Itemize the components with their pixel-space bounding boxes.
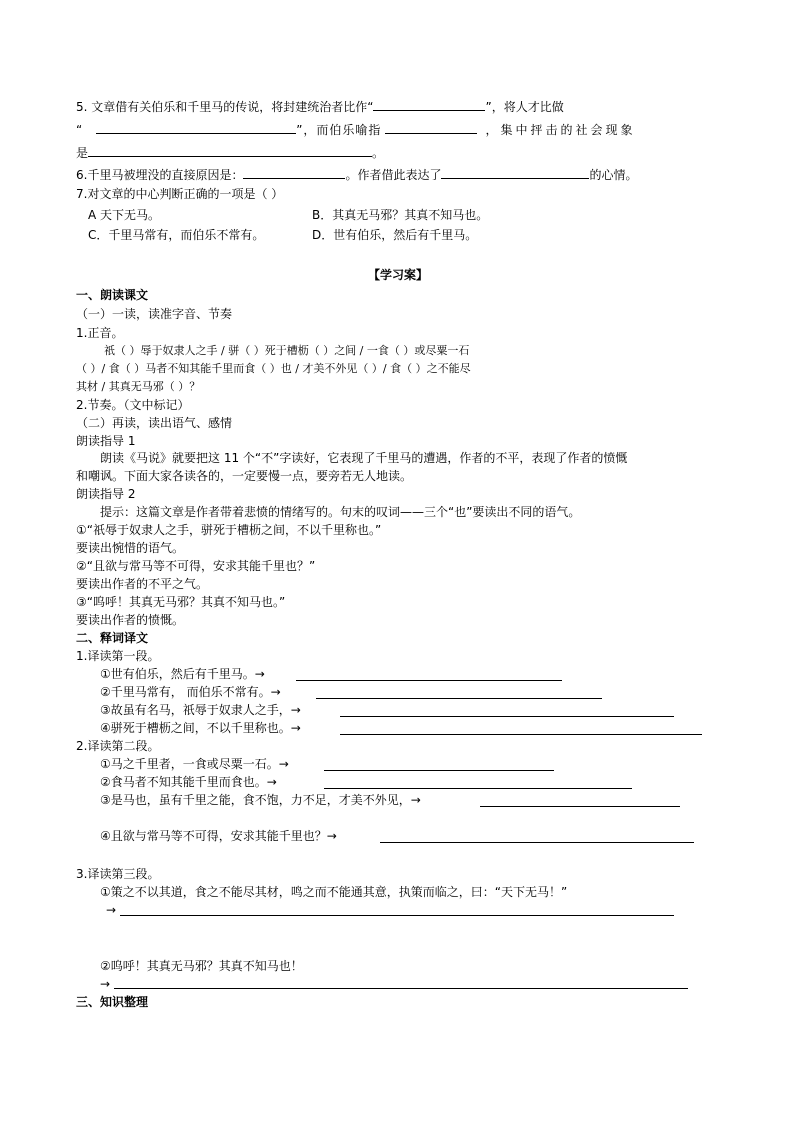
sec2-heading: 二、释词译文 bbox=[76, 631, 149, 645]
q7-option-b[interactable]: B．其真无马邪？其真不知马也。 bbox=[312, 208, 489, 222]
q5-line2: “ ”，而伯乐喻指 ，集中抨击的社会现象 bbox=[76, 123, 636, 137]
para1-item-3: ③故虽有名马，祇辱于奴隶人之手，→ bbox=[100, 703, 301, 717]
answer-line[interactable] bbox=[340, 734, 702, 735]
guide1-title: 朗读指导 1 bbox=[76, 434, 136, 448]
q5-blank-phenomenon[interactable] bbox=[88, 144, 372, 157]
q5-blank-ruler[interactable] bbox=[373, 98, 485, 111]
q5-line3: 是 。 bbox=[76, 146, 385, 160]
guide2-paragraph: 提示：这篇文章是作者带着悲愤的情绪写的。句末的叹词——三个“也”要读出不同的语气。 bbox=[100, 505, 581, 519]
arrow-icon: → bbox=[100, 977, 111, 991]
pronunciation-line-2: （ ）/ 食（ ）马者不知其能千里而食（ ）也 / 才美不外见（ ）/ 食（ ）之不能尽 bbox=[76, 362, 471, 375]
sec3-heading: 三、知识整理 bbox=[76, 995, 149, 1009]
para3-title: 3.译读第三段。 bbox=[76, 867, 160, 881]
answer-line[interactable] bbox=[324, 788, 632, 789]
section-title: 【学习案】 bbox=[368, 268, 429, 282]
reading-sentence-2: ②“且欲与常马等不可得，安求其能千里也？” bbox=[76, 559, 316, 573]
para3-item-2: ②呜呼！其真无马邪？其真不知马也！ bbox=[100, 959, 303, 973]
reading-sentence-3: ③“呜呼！其真无马邪？其真不知马也。” bbox=[76, 595, 286, 609]
answer-line[interactable] bbox=[316, 698, 602, 699]
zhengyin-label: 1.正音。 bbox=[76, 326, 124, 340]
answer-line[interactable] bbox=[480, 806, 680, 807]
q6-blank-feeling[interactable] bbox=[441, 166, 589, 179]
reading-tone-3: 要读出作者的愤慨。 bbox=[76, 613, 185, 627]
answer-line[interactable] bbox=[120, 915, 674, 916]
answer-line[interactable] bbox=[340, 716, 674, 717]
q6: 6.千里马被埋没的直接原因是： 。作者借此表达了 的心情。 bbox=[76, 168, 638, 182]
q5-blank-talent[interactable] bbox=[96, 121, 296, 134]
para1-title: 1.译读第一段。 bbox=[76, 649, 160, 663]
para1-item-2: ②千里马常有， 而伯乐不常有。→ bbox=[100, 685, 281, 699]
reading-tone-1: 要读出惋惜的语气。 bbox=[76, 541, 185, 555]
q7-option-c[interactable]: C．千里马常有，而伯乐不常有。 bbox=[88, 228, 265, 242]
q7-stem: 7.对文章的中心判断正确的一项是（ ） bbox=[76, 187, 284, 201]
sec1-heading: 一、朗读课文 bbox=[76, 288, 149, 302]
pronunciation-line-3: 其材 / 其真无马邪（ ）？ bbox=[76, 380, 201, 393]
para3-item-1: ①策之不以其道，食之不能尽其材，鸣之而不能通其意，执策而临之，曰：“天下无马！” bbox=[100, 885, 568, 899]
sec1-sub1: （一）一读，读准字音、节奏 bbox=[76, 307, 233, 321]
q5-line1: 5. 文章借有关伯乐和千里马的传说，将封建统治者比作“ ”，将人才比做 bbox=[76, 100, 564, 114]
answer-line[interactable] bbox=[114, 988, 688, 989]
guide1-paragraph-line1: 朗读《马说》就要把这 11 个“不”字读好，它表现了千里马的遭遇，作者的不平，表现了作者的愤慨 bbox=[100, 451, 628, 465]
guide2-title: 朗读指导 2 bbox=[76, 487, 136, 501]
para1-item-4: ④骈死于槽枥之间，不以千里称也。→ bbox=[100, 721, 301, 735]
q6-blank-cause[interactable] bbox=[243, 166, 345, 179]
answer-line[interactable] bbox=[324, 770, 554, 771]
sec1-sub2: （二）再读，读出语气、感情 bbox=[76, 416, 233, 430]
para2-title: 2.译读第二段。 bbox=[76, 739, 160, 753]
jiezou-label: 2.节奏。（文中标记） bbox=[76, 398, 190, 412]
answer-line[interactable] bbox=[296, 680, 562, 681]
guide1-paragraph-line2: 和嘲讽。下面大家各读各的，一定要慢一点，要旁若无人地读。 bbox=[76, 469, 413, 483]
reading-sentence-1: ①“祇辱于奴隶人之手，骈死于槽枥之间，不以千里称也。” bbox=[76, 523, 382, 537]
arrow-icon: → bbox=[106, 903, 117, 917]
para2-item-3: ③是马也，虽有千里之能，食不饱，力不足，才美不外见，→ bbox=[100, 793, 421, 807]
answer-line[interactable] bbox=[380, 842, 694, 843]
reading-tone-2: 要读出作者的不平之气。 bbox=[76, 577, 209, 591]
q5-blank-bole[interactable] bbox=[385, 121, 477, 134]
q7-option-d[interactable]: D．世有伯乐，然后有千里马。 bbox=[312, 228, 478, 242]
para1-item-1: ①世有伯乐，然后有千里马。→ bbox=[100, 667, 265, 681]
para2-item-4: ④且欲与常马等不可得，安求其能千里也？→ bbox=[100, 829, 337, 843]
q7-option-a[interactable]: A 天下无马。 bbox=[88, 208, 161, 222]
pronunciation-line-1: 祇（ ）辱于奴隶人之手 / 骈（ ）死于槽枥（ ）之间 / 一食（ ）或尽粟一石 bbox=[104, 344, 470, 357]
para2-item-1: ①马之千里者，一食或尽粟一石。→ bbox=[100, 757, 289, 771]
para2-item-2: ②食马者不知其能千里而食也。→ bbox=[100, 775, 277, 789]
